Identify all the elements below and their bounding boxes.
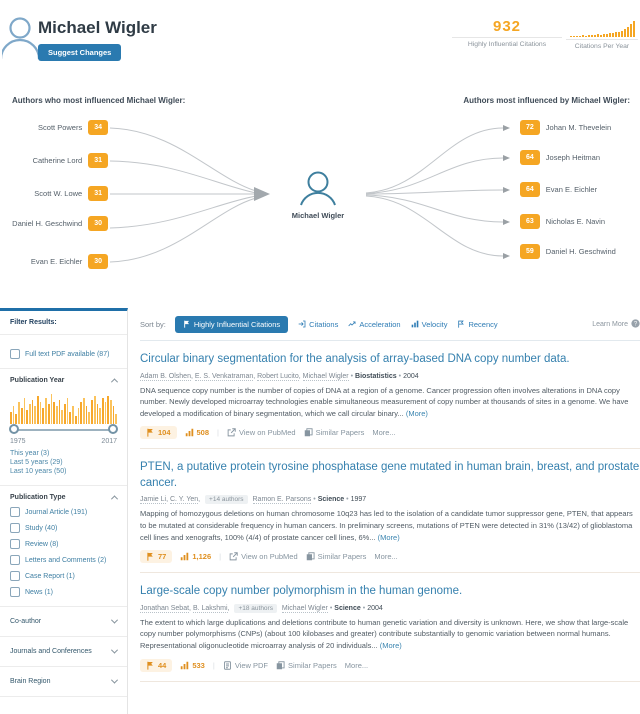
influence-count-badge: 64	[520, 150, 540, 165]
influenced-name: Daniel H. Geschwind	[545, 246, 616, 256]
recency-icon	[457, 320, 465, 328]
paper-byline: Jonathan Sebat, B. Lakshmi, +18 authors Michael Wigler • Science • 2004	[140, 604, 383, 612]
section-label: Journals and Conferences	[10, 648, 92, 655]
influence-count-badge: 59	[520, 244, 540, 259]
similar-papers-icon	[276, 661, 285, 670]
section-label: Brain Region	[10, 678, 51, 685]
paper-action-view-pdf[interactable]	[223, 661, 268, 670]
influence-count-badge: 30	[88, 216, 108, 231]
flag-solid-icon	[146, 552, 155, 561]
acceleration-icon	[348, 320, 356, 328]
publication-type-option-label: Case Report (1)	[25, 572, 75, 580]
influencer-row[interactable]	[4, 254, 108, 269]
publication-type-checkbox[interactable]	[10, 587, 117, 597]
author-link[interactable]: B. Lakshmi	[192, 604, 228, 612]
paper-byline: Adam B. Olshen, E. S. Venkatraman, Robert Lucito, Michael Wigler • Biostatistics • 2004	[140, 372, 419, 380]
paper-abstract: DNA sequence copy number is the number of copies of DNA at a region of a genome. Cancer progression often involves alterations in DNA copy number. Newly developed microarray technologies enable simultaneous measurement of copy number at thousands of sites in a genome. We have developed a modification of binary segmentation, which we call circular binary... (More)	[140, 385, 629, 418]
publication-type-checkbox[interactable]	[10, 571, 117, 581]
chevron-down-icon	[111, 617, 118, 624]
influencer-row[interactable]	[4, 186, 108, 201]
abstract-more-link[interactable]: (More)	[379, 641, 402, 651]
action-label: View on PubMed	[238, 428, 296, 438]
slider-handle-min[interactable]	[9, 424, 19, 434]
influence-count-badge: 72	[520, 120, 540, 135]
suggest-changes-button[interactable]: Suggest Changes	[38, 44, 121, 61]
influencer-row[interactable]	[4, 153, 108, 168]
filters-sidebar	[0, 308, 128, 714]
author-link[interactable]: Robert Lucito	[257, 372, 299, 380]
action-label: View PDF	[234, 660, 269, 670]
paper-title-link[interactable]: Circular binary segmentation for the analysis of array-based DNA copy number data.	[140, 353, 570, 365]
influence-count-badge: 34	[88, 120, 108, 135]
full-text-pdf-checkbox[interactable]	[10, 349, 117, 359]
bars-icon	[180, 552, 189, 561]
year-range-slider[interactable]	[10, 424, 117, 436]
paper-action-more-[interactable]	[372, 428, 395, 437]
flag-solid-icon	[146, 661, 155, 670]
chevron-up-icon	[111, 378, 118, 385]
sort-option-label: Recency	[468, 319, 498, 329]
citations-per-year-label: Citations Per Year	[574, 43, 630, 50]
highly-influential-citations-stat	[452, 18, 562, 48]
sort-bar	[140, 308, 640, 341]
action-label: Similar Papers	[315, 428, 365, 438]
checkbox-icon[interactable]	[10, 539, 20, 549]
publication-type-header[interactable]	[10, 494, 117, 501]
influenced-row[interactable]	[520, 120, 611, 135]
publication-type-option-label: Study (40)	[25, 524, 58, 532]
sort-option-citations[interactable]	[298, 320, 338, 329]
center-author-icon	[301, 173, 335, 206]
year-label: 1997	[350, 496, 367, 504]
influence-count-badge: 31	[88, 153, 108, 168]
venue-label: Science	[334, 604, 361, 612]
paper-abstract: Mapping of homozygous deletions on human chromosome 10q23 has led to the isolation of a candidate tumor suppressor gene, PTEN, that appears to be mutated at considerable frequency in human cancers. In preliminary screens, mutations of PTEN were detected in 31% (13/42) of glioblastoma cell lines and xenografts, 100% (4/4) of prostate cancer cell lines, 6%... (More)	[140, 509, 633, 542]
center-author-label: Michael Wigler	[291, 211, 345, 220]
sort-option-velocity[interactable]	[411, 320, 448, 329]
publication-type-option-label: Journal Article (191)	[25, 508, 88, 516]
publication-type-option-label: Review (8)	[25, 540, 59, 548]
checkbox-icon[interactable]	[10, 507, 20, 517]
paper-abstract: The extent to which large duplications and deletions contribute to human genetic variation and diversity is unknown. Here, we show that large-scale copy number polymorphisms (CNPs) (about 100 kilobases and greater) contribute substantially to genomic variation between normal humans. Representational oligonucleotide microarray analysis of 20 individuals... (More)	[140, 617, 629, 651]
publication-type-checkbox[interactable]	[10, 523, 117, 533]
influencers-title: Authors who most influenced Michael Wigler:	[12, 96, 186, 105]
citation-count[interactable]	[180, 661, 205, 670]
flag-solid-icon	[183, 320, 191, 328]
highly-influential-count: 932	[492, 18, 522, 35]
year-filter-link[interactable]: Last 5 years (29)	[10, 459, 63, 466]
checkbox-icon[interactable]	[10, 523, 20, 533]
publication-type-checkbox[interactable]	[10, 555, 117, 565]
highly-influential-count-pill[interactable]	[140, 659, 172, 672]
action-label: Similar Papers	[288, 660, 337, 670]
sort-option-highly-influential-citations[interactable]	[175, 316, 288, 333]
influenced-name: Evan E. Eichler	[545, 184, 598, 194]
bars-icon	[185, 428, 194, 437]
venue-label: Science	[317, 496, 345, 504]
question-icon	[631, 319, 640, 328]
influential-count: 104	[158, 428, 171, 438]
full-text-pdf-label: Full text PDF available (87)	[25, 350, 110, 358]
section-label: Co-author	[10, 618, 42, 625]
citation-count-value: 1,126	[192, 552, 212, 562]
influence-count-badge: 63	[520, 214, 540, 229]
learn-more-link[interactable]	[592, 319, 640, 330]
citation-count-value: 508	[196, 428, 210, 438]
influential-count: 44	[158, 660, 167, 670]
filters-title: Filter Results:	[10, 319, 57, 326]
author-link[interactable]: Adam B. Olshen	[140, 372, 191, 380]
action-label: More...	[372, 428, 396, 438]
more-authors-badge[interactable]: +18 authors	[234, 604, 277, 613]
year-filter-link[interactable]: This year (3)	[10, 450, 50, 457]
paper-action-more-[interactable]	[345, 661, 368, 670]
abstract-more-link[interactable]: (More)	[405, 408, 428, 418]
author-link[interactable]: Michael Wigler	[302, 372, 349, 380]
influencer-name: Daniel H. Geschwind	[12, 218, 83, 228]
chevron-up-icon	[111, 495, 118, 502]
sidebar-section-brain-region[interactable]	[10, 678, 117, 685]
sidebar-section-journals-and-conferences[interactable]	[10, 648, 117, 655]
influenced-row[interactable]	[520, 244, 616, 259]
question-icon	[631, 319, 640, 330]
page-title: Michael Wigler	[38, 18, 157, 37]
svg-text:?: ?	[633, 321, 638, 328]
checkbox-icon[interactable]	[10, 571, 20, 581]
author-link[interactable]: Jonathan Sebat	[140, 604, 190, 612]
author-link[interactable]: E. S. Venkatraman	[194, 372, 254, 380]
citation-count[interactable]	[180, 552, 211, 561]
sort-option-label: Acceleration	[359, 319, 401, 329]
year-label: 2004	[403, 372, 419, 380]
year-filter-link[interactable]: Last 10 years (50)	[10, 468, 67, 475]
paper-title-link[interactable]: Large-scale copy number polymorphism in the human genome.	[140, 585, 463, 598]
paper-action-view-on-pubmed[interactable]	[229, 552, 298, 561]
paper-action-more-[interactable]	[374, 552, 397, 561]
similar-papers-icon	[306, 552, 315, 561]
more-authors-badge[interactable]: +14 authors	[205, 495, 248, 504]
author-link[interactable]: Ramon E. Parsons	[252, 496, 312, 504]
highly-influential-count-pill[interactable]	[140, 426, 177, 439]
checkbox-icon[interactable]	[10, 555, 20, 565]
publication-type-checkbox[interactable]	[10, 539, 117, 549]
publication-type-label: Publication Type	[10, 494, 66, 501]
publication-type-option-label: Letters and Comments (2)	[25, 556, 107, 564]
publication-year-section	[0, 369, 127, 486]
sort-option-label: Citations	[309, 319, 339, 329]
sort-by-label: Sort by:	[140, 319, 166, 329]
highly-influential-count-pill[interactable]	[140, 550, 172, 563]
influencer-name: Scott Powers	[38, 122, 83, 132]
author-link[interactable]: Michael Wigler	[281, 604, 328, 612]
bars-icon	[180, 661, 189, 670]
sort-option-label: Velocity	[421, 319, 448, 329]
slider-handle-max[interactable]	[108, 424, 118, 434]
influenced-row[interactable]	[520, 150, 600, 165]
paper-action-similar-papers[interactable]	[304, 428, 365, 437]
paper-title-link[interactable]: PTEN, a putative protein tyrosine phosphatase gene mutated in human brain, breast, and prostate cancer.	[140, 461, 640, 489]
influence-count-badge: 64	[520, 182, 540, 197]
checkbox-icon[interactable]	[10, 587, 20, 597]
influence-count-badge: 30	[88, 254, 108, 269]
publication-type-checkbox[interactable]	[10, 507, 117, 517]
paper-stats-row: 104 508 | View on PubMed Similar Papers More...	[140, 426, 640, 439]
similar-papers-icon	[304, 428, 313, 437]
citations-icon	[298, 320, 306, 328]
external-link-icon	[227, 428, 236, 437]
paper-card	[140, 341, 640, 449]
paper-stats-row: 44 533 | View PDF Similar Papers More...	[140, 659, 640, 672]
publication-year-header[interactable]	[10, 377, 117, 384]
influencer-row[interactable]	[4, 216, 108, 231]
author-avatar-icon	[2, 13, 40, 61]
influencer-name: Catherine Lord	[32, 155, 83, 165]
highly-influential-label: Highly Influential Citations	[467, 41, 547, 48]
year-label: 2004	[367, 604, 383, 612]
paper-action-similar-papers[interactable]	[306, 552, 367, 561]
chevron-down-icon	[111, 647, 118, 654]
publication-year-histogram	[10, 392, 117, 424]
abstract-more-link[interactable]: (More)	[377, 532, 400, 542]
paper-card	[140, 573, 640, 681]
flag-solid-icon	[146, 428, 155, 437]
paper-stats-row: 77 1,126 | View on PubMed Similar Papers More...	[140, 550, 640, 563]
citations-per-year-sparkline	[566, 18, 638, 37]
page-header	[0, 0, 640, 90]
converge-arrow-icon	[254, 187, 270, 201]
venue-label: Biostatistics	[355, 372, 397, 380]
action-label: View on PubMed	[241, 552, 298, 562]
influential-count: 77	[158, 552, 167, 562]
publication-type-section	[0, 486, 127, 607]
influencer-row[interactable]	[4, 120, 108, 135]
influence-count-badge: 31	[88, 186, 108, 201]
results-content	[140, 308, 640, 682]
sort-option-label: Highly Influential Citations	[193, 319, 281, 329]
influenced-title: Authors most influenced by Michael Wigler:	[463, 96, 630, 105]
author-link[interactable]: C. Y. Yen	[169, 496, 199, 504]
sidebar-section-co-author[interactable]	[10, 618, 117, 625]
action-label: More...	[374, 552, 398, 562]
sort-option-recency[interactable]	[457, 320, 497, 329]
action-label: More...	[344, 660, 369, 670]
citation-count[interactable]	[185, 428, 210, 437]
velocity-icon	[411, 320, 419, 328]
influencer-name: Scott W. Lowe	[34, 188, 83, 198]
paper-action-view-on-pubmed[interactable]	[227, 428, 296, 437]
sort-option-acceleration[interactable]	[348, 320, 400, 329]
author-link[interactable]: Jamie Li	[140, 496, 167, 504]
influence-graph	[0, 90, 640, 298]
influenced-name: Joseph Heitman	[545, 152, 600, 162]
year-min-label: 1975	[10, 438, 26, 445]
influenced-name: Nicholas E. Navin	[545, 216, 605, 226]
paper-card	[140, 449, 640, 573]
influencer-name: Evan E. Eichler	[30, 256, 83, 266]
document-icon	[223, 661, 232, 670]
chevron-down-icon	[111, 677, 118, 684]
influenced-row[interactable]	[520, 182, 597, 197]
citations-per-year-stat	[566, 18, 638, 50]
paper-action-similar-papers[interactable]	[276, 661, 337, 670]
external-link-icon	[229, 552, 238, 561]
year-max-label: 2017	[101, 438, 117, 445]
citation-count-value: 533	[192, 660, 205, 670]
publication-type-option-label: News (1)	[25, 588, 54, 596]
influenced-row[interactable]	[520, 214, 605, 229]
influenced-name: Johan M. Thevelein	[545, 122, 612, 132]
action-label: Similar Papers	[317, 552, 367, 562]
paper-byline: Jamie Li, C. Y. Yen, +14 authors Ramon E. Parsons • Science • 1997	[140, 496, 367, 504]
checkbox-icon[interactable]	[10, 349, 20, 359]
publication-year-label: Publication Year	[10, 377, 65, 384]
slider-track	[14, 429, 113, 431]
learn-more-label: Learn More	[592, 320, 628, 328]
